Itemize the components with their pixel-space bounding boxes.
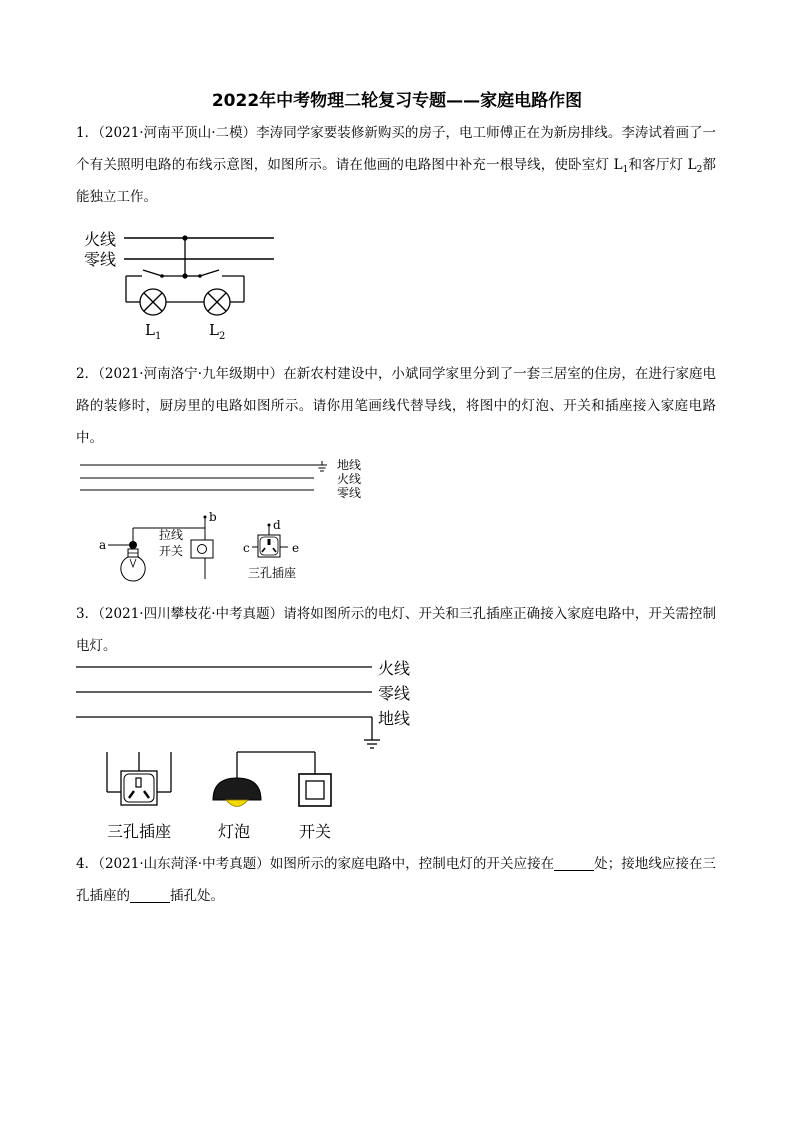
neutral-wire-label: 零线 [378, 684, 411, 703]
live-wire-label: 火线 [337, 472, 362, 486]
ground-symbol-icon [316, 461, 327, 471]
question-text: 处；接地线应接在三孔插座的 [76, 856, 716, 904]
question-source: （2021·四川攀枝花·中考真题） [98, 606, 284, 622]
question-text: 和客厅灯 L [628, 157, 697, 173]
neutral-wire-label: 零线 [337, 486, 362, 500]
three-hole-socket-icon [252, 524, 288, 558]
question-2 [76, 358, 716, 454]
figure-q2-kitchen-circuit [78, 457, 378, 587]
neutral-wire-label: 零线 [84, 250, 117, 269]
subscript: 2 [696, 165, 703, 175]
live-wire-label: 火线 [84, 230, 117, 249]
point-a-label: a [99, 538, 107, 552]
question-source: （2021·河南平顶山·二模） [98, 125, 257, 141]
lamp-l1-label: $L_1$ [145, 321, 162, 342]
question-number: 3． [76, 606, 99, 622]
switch-label-line2: 开关 [159, 544, 184, 558]
wall-switch-icon [299, 752, 331, 806]
lamp-l2-icon [204, 289, 230, 315]
point-d-label: d [273, 518, 281, 532]
socket-label: 三孔插座 [248, 566, 297, 580]
socket-label: 三孔插座 [107, 822, 172, 841]
lamp-l1-icon [140, 289, 166, 315]
ground-wire-label: 地线 [378, 709, 411, 728]
pull-switch-icon [191, 540, 213, 558]
bulb-label: 灯泡 [218, 822, 251, 841]
answer-blank-1[interactable] [554, 856, 594, 871]
three-hole-socket-icon [107, 752, 171, 805]
question-text: 插孔处。 [170, 888, 224, 904]
point-e-label: e [292, 541, 300, 555]
live-wire-label: 火线 [378, 659, 411, 678]
question-text: 如图所示的家庭电路中，控制电灯的开关应接在 [269, 856, 555, 872]
point-b-label: b [209, 510, 217, 524]
question-4 [76, 848, 716, 912]
question-text: 都能独立工作。 [76, 157, 716, 205]
switch-label-line1: 拉线 [159, 528, 184, 542]
switch-2 [200, 270, 219, 276]
figure-q3-circuit [76, 652, 436, 842]
question-number: 1． [76, 125, 99, 141]
question-text: 请将如图所示的电灯、开关和三孔插座正确接入家庭电路中，开关需控制电灯。 [76, 606, 716, 654]
answer-blank-2[interactable] [130, 888, 170, 903]
ground-wire-label: 地线 [337, 458, 362, 472]
lamp-l2-label: $L_2$ [209, 321, 226, 342]
point-c-label: c [243, 541, 250, 555]
question-text: 在新农村建设中，小斌同学家里分到了一套三居室的住房，在进行家庭电路的装修时，厨房里的电路如图所示。请你用笔画线代替导线，将图中的灯泡、开关和插座接入家庭电路中。 [76, 366, 716, 446]
question-text: 李涛同学家要装修新购买的房子，电工师傅正在为新房排线。李涛试着画了一个有关照明电路的布线示意图，如图所示。请在他画的电路图中补充一根导线，使卧室灯 L [76, 125, 717, 173]
question-number: 2． [76, 366, 99, 382]
light-bulb-icon [108, 528, 205, 581]
question-number: 4． [76, 856, 99, 872]
page-title: 2022年中考物理二轮复习专题——家庭电路作图 [211, 91, 583, 111]
question-source: （2021·河南洛宁·九年级期中） [98, 366, 284, 382]
question-1 [76, 117, 716, 213]
switch-label: 开关 [299, 822, 332, 841]
switch-1 [143, 270, 162, 276]
question-source: （2021·山东菏泽·中考真题） [98, 856, 270, 872]
figure-q1-circuit [76, 226, 286, 346]
subscript: 1 [622, 165, 629, 175]
